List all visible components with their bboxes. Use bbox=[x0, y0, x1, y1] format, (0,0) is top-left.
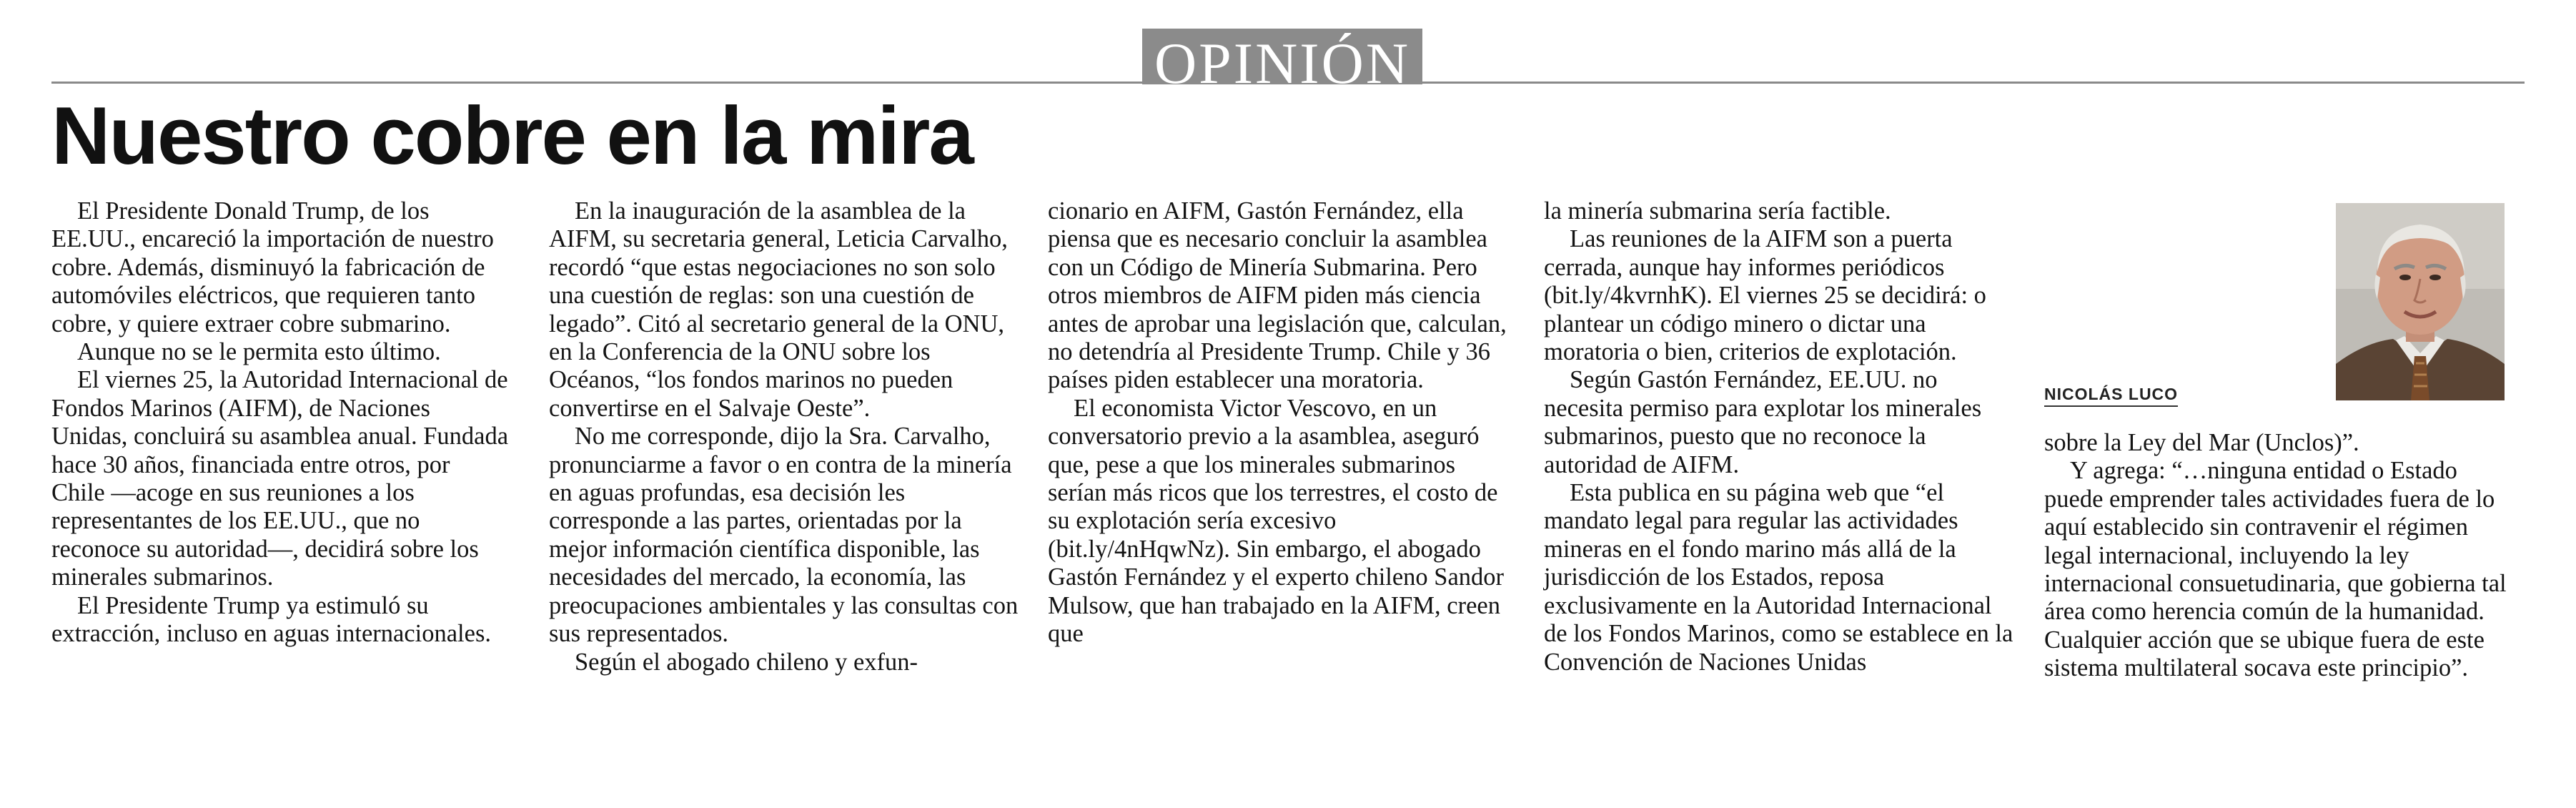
article-paragraph: El Presidente Donald Trump, de los EE.UU., encareció la importación de nuestro cobre. Además, disminuyó la fabricación de automóviles eléctricos, que requieren tanto cobre, y quiere extraer cobre submarino. bbox=[51, 197, 494, 338]
article-paragraph: En la inauguración de la asamblea de la AIFM, su secretaria general, Leticia Carvalho, recordó “que estas negociaciones no son solo una cuestión de reglas: son una cuestión de legado”. Citó al secretario general de la ONU, en la Conferencia de la ONU sobre los Océanos, “los fondos marinos no pueden convertirse en el Salvaje Oeste”. bbox=[549, 197, 1008, 422]
article-paragraph: Según Gastón Fernández, EE.UU. no necesita permiso para explotar los minerales submarinos, puesto que no reconoce la autoridad de AIFM. bbox=[1544, 366, 1982, 478]
section-label: OPINIÓN bbox=[1154, 31, 1411, 84]
article-paragraph: El economista Victor Vescovo, en un conversatorio previo a la asamblea, aseguró que, pese a que los minerales submarinos serían más ricos que los terrestres, el costo de su explotación sería excesivo (bit.ly/4nHqwNz). Sin embargo, el abogado Gastón Fernández y el experto chileno Sandor Mulsow, que han trabajado en la AIFM, creen que bbox=[1048, 394, 1505, 648]
article-paragraph: Esta publica en su página web que “el mandato legal para regular las actividades mineras en el fondo marino más allá de la jurisdicción de los Estados, reposa exclusivamente en la Autoridad Internacional de los Fondos Marinos, como se establece en la Convención de Naciones Unidas bbox=[1544, 479, 2013, 676]
article-paragraph: El Presidente Trump ya estimuló su extracción, incluso en aguas internacionales. bbox=[51, 591, 492, 648]
article-paragraph: sobre la Ley del Mar (Unclos)”. bbox=[2044, 429, 2359, 456]
author-name: NICOLÁS LUCO bbox=[2044, 385, 2178, 407]
article-paragraph: El viernes 25, la Autoridad Internacional de Fondos Marinos (AIFM), de Naciones Unidas, concluirá su asamblea anual. Fundada hace 30 años, financiada entre otros, por Chile —acoge en sus reuniones a los representantes de los EE.UU., que no reconoce su autoridad—, decidirá sobre los minerales submarinos. bbox=[51, 366, 509, 591]
author-portrait-icon bbox=[2336, 203, 2505, 400]
article-column-4 bbox=[1544, 197, 2016, 676]
article-paragraph: Y agrega: “…ninguna entidad o Estado puede emprender tales actividades fuera de lo aquí establecido sin contravenir el régimen legal internacional, incluyendo la ley internacional consuetudinaria, que gobierna tal área como herencia común de la humanidad. Cualquier acción que se ubique fuera de este sistema multilateral socava este principio”. bbox=[2044, 457, 2507, 682]
article-paragraph: cionario en AIFM, Gastón Fernández, ella piensa que es necesario concluir la asamblea con un Código de Minería Submarina. Pero otros miembros de AIFM piden más ciencia antes de aprobar una legislación que, calculan, no detendría al Presidente Trump. Chile y 36 países piden establecer una moratoria. bbox=[1048, 197, 1507, 394]
section-tab bbox=[1142, 29, 1422, 84]
article-paragraph: la minería submarina sería factible. bbox=[1544, 197, 1891, 225]
article-paragraph: Según el abogado chileno y exfun- bbox=[575, 648, 918, 676]
article-headline: Nuestro cobre en la mira bbox=[51, 91, 973, 182]
article-column-1 bbox=[51, 197, 509, 649]
article-paragraph: Aunque no se le permita esto último. bbox=[77, 338, 441, 366]
article-column-5 bbox=[2044, 429, 2509, 683]
article-paragraph: No me corresponde, dijo la Sra. Carvalho, pronunciarme a favor o en contra de la minería en aguas profundas, esa decisión les corresponde a las partes, orientadas por la mejor información científica disponible, las necesidades del mercado, la economía, las preocupaciones ambientales y las consultas con sus representados. bbox=[549, 423, 1019, 648]
article-column-3 bbox=[1048, 197, 1520, 649]
author-photo bbox=[2336, 203, 2505, 400]
article-column-2 bbox=[549, 197, 1021, 676]
article-paragraph: Las reuniones de la AIFM son a puerta cerrada, aunque hay informes periódicos (bit.ly/4kvrnhK). El viernes 25 se decidirá: o plantear un código minero o dictar una moratoria o bien, criterios de explotación. bbox=[1544, 225, 1986, 366]
